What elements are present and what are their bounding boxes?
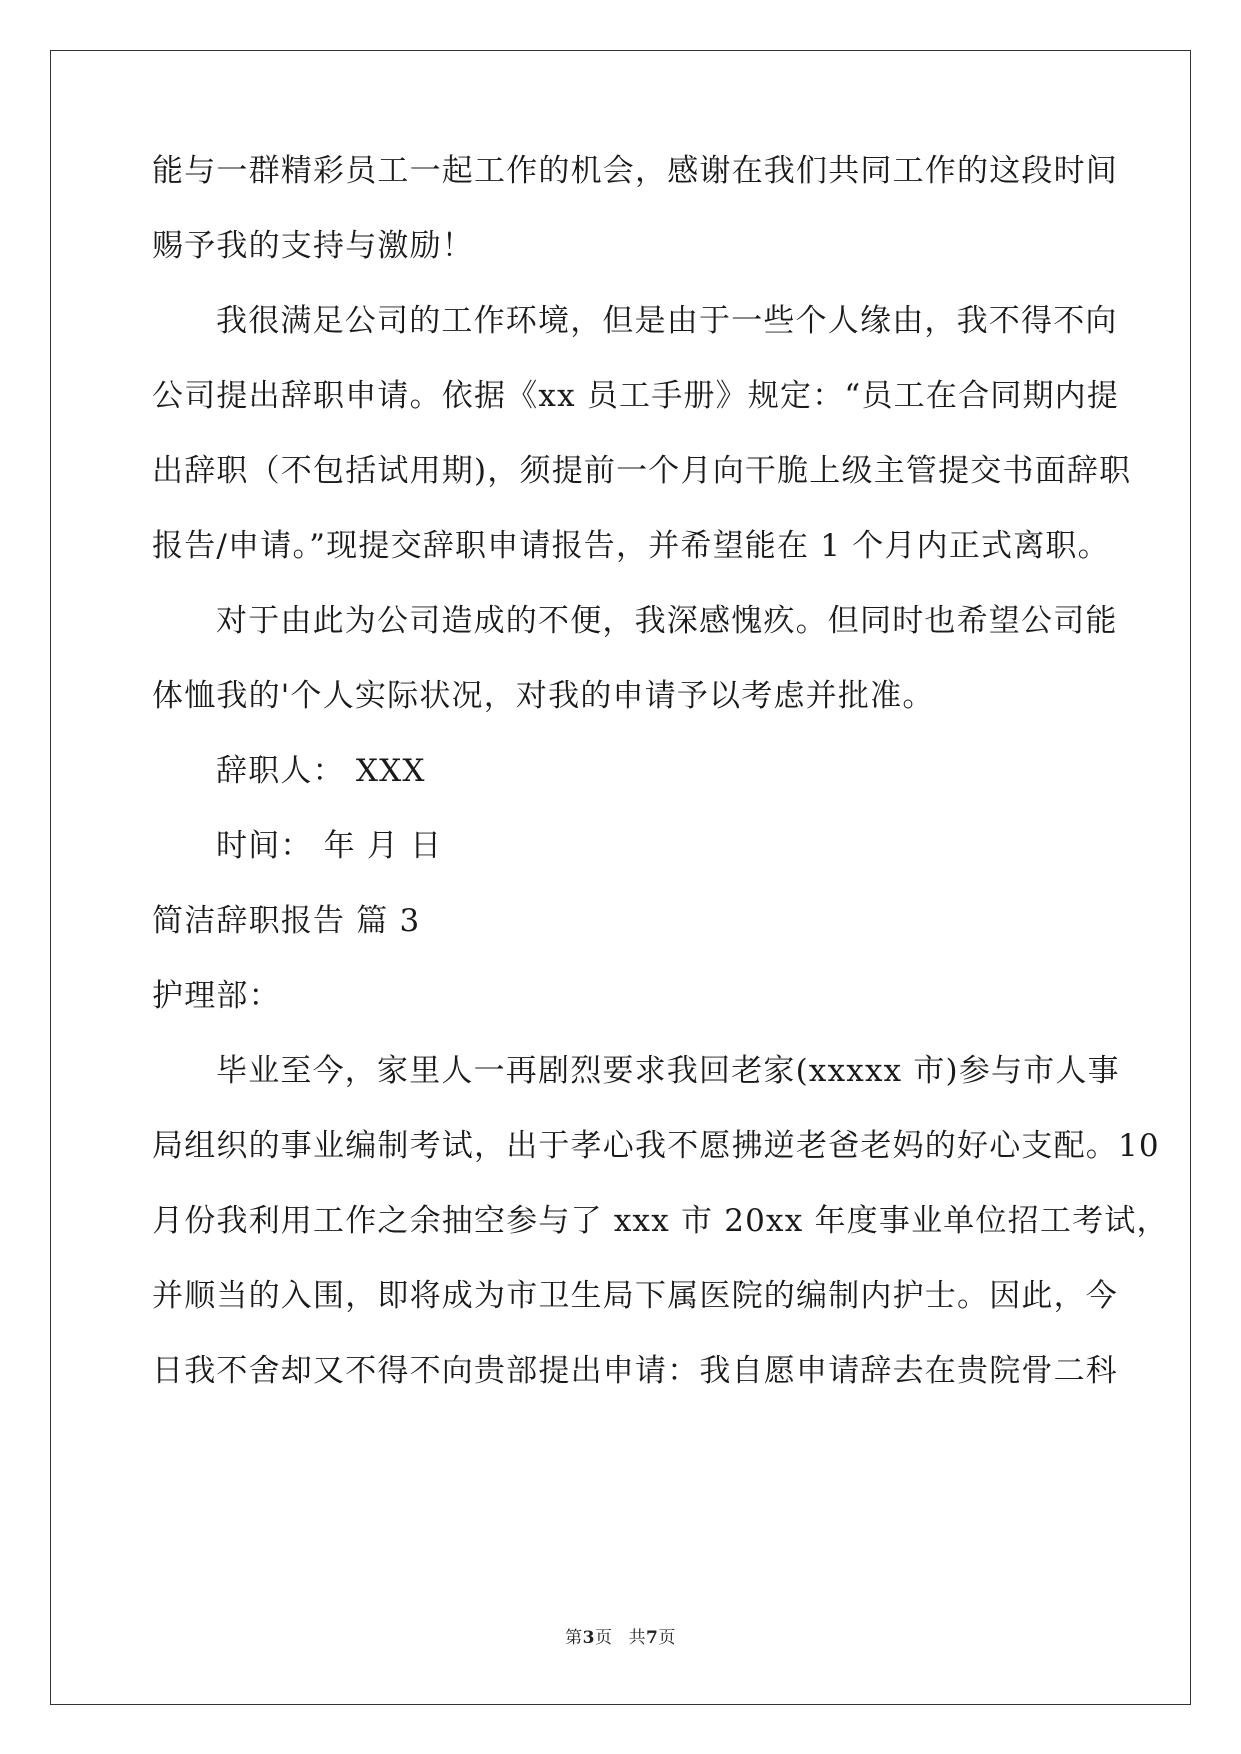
text-line: 局组织的事业编制考试，出于孝心我不愿拂逆老爸老妈的好心支配。10 [152, 1128, 1160, 1164]
text-line: 公司提出辞职申请。依据《xx 员工手册》规定：“员工在合同期内提 [152, 378, 1120, 414]
total-prefix: 共 [628, 1628, 646, 1648]
text-line: 月份我利用工作之余抽空参与了 xxx 市 20xx 年度事业单位招工考试， [152, 1203, 1169, 1239]
signature-line: 辞职人： XXX [216, 753, 426, 789]
salutation: 护理部： [152, 978, 281, 1014]
page-footer [0, 1626, 1241, 1650]
page-prefix: 第 [565, 1628, 583, 1648]
text-line: 赐予我的支持与激励！ [152, 228, 474, 264]
total-page-count: 7 [646, 1628, 659, 1648]
date-line: 时间： 年 月 日 [216, 828, 443, 864]
page-border [50, 50, 1191, 1705]
paragraph-start-line: 对于由此为公司造成的不便，我深感愧疚。但同时也希望公司能 [216, 603, 1118, 639]
text-line: 日我不舍却又不得不向贵部提出申请：我自愿申请辞去在贵院骨二科 [152, 1353, 1118, 1389]
section-heading: 简洁辞职报告 篇 3 [152, 903, 421, 939]
paragraph-start-line: 我很满足公司的工作环境，但是由于一些个人缘由，我不得不向 [216, 303, 1118, 339]
text-line: 能与一群精彩员工一起工作的机会，感谢在我们共同工作的这段时间 [152, 153, 1118, 189]
current-page-number: 3 [582, 1628, 595, 1648]
total-suffix: 页 [658, 1628, 676, 1648]
page-suffix: 页 [595, 1628, 613, 1648]
text-line: 出辞职（不包括试用期)，须提前一个月向干脆上级主管提交书面辞职 [152, 453, 1132, 489]
text-line: 体恤我的'个人实际状况，对我的申请予以考虑并批准。 [152, 678, 935, 714]
text-line: 报告/申请。”现提交辞职申请报告，并希望能在 1 个月内正式离职。 [152, 528, 1110, 564]
paragraph-start-line: 毕业至今，家里人一再剧烈要求我回老家(xxxxx 市)参与市人事 [216, 1053, 1120, 1089]
text-line: 并顺当的入围，即将成为市卫生局下属医院的编制内护士。因此，今 [152, 1278, 1118, 1314]
